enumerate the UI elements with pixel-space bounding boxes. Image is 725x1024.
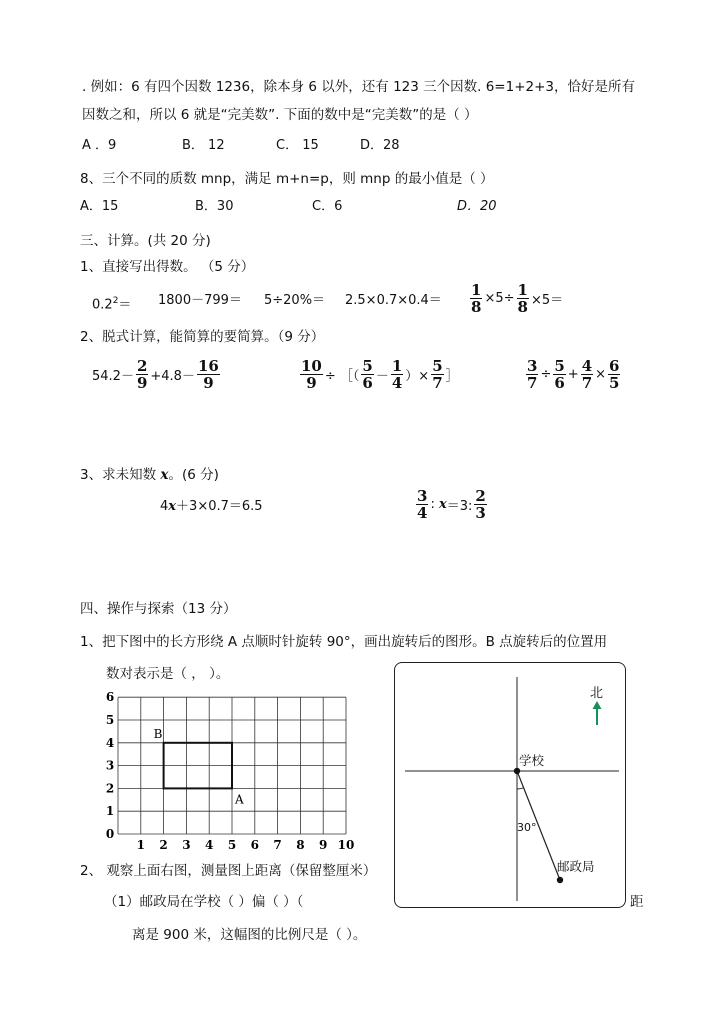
x-tick-label: 4	[205, 838, 214, 852]
section4-q2-sub2: 离是 900 米，这幅图的比例尺是（ ）。	[132, 927, 367, 943]
section4-q2-sub1-tail: 距	[630, 894, 644, 910]
section4-q1-line2: 数对表示是（ ， ）。	[106, 666, 230, 682]
y-tick-label: 1	[105, 804, 115, 819]
map-svg	[395, 663, 625, 907]
equation-2: $\frac{3}{4}$ : x ＝3: $\frac{2}{3}$	[417, 487, 486, 522]
q7-option-a: A ．9	[82, 138, 117, 153]
calc-1: 54.2－ $\frac{2}{9}$ +4.8－ $\frac{16}{9}$	[92, 357, 219, 392]
grid-svg	[100, 688, 362, 852]
section3-sub3: 3、求未知数 x。(6 分)	[80, 467, 219, 483]
post-office-dot	[557, 877, 563, 883]
section3-title: 三、计算。(共 20 分)	[80, 233, 211, 249]
calc-2: $\frac{10}{9}$ ÷ ［（ $\frac{5}{6}$ － $\frac{1}{4}$ ）× $\frac{5}{7}$ ］	[301, 357, 459, 392]
q8-option-a: A．15	[80, 199, 119, 214]
fraction: $\frac{1}{8}$	[471, 281, 482, 316]
school-dot	[514, 768, 520, 774]
oral-c: 5÷20%＝	[264, 293, 326, 308]
section4-q1-line1: 1、把下图中的长方形绕 A 点顺时针旋转 90°，画出旋转后的图形。B 点旋转后的位置用	[80, 634, 608, 650]
oral-b: 1800－799＝	[158, 293, 242, 308]
coordinate-grid	[100, 688, 362, 856]
y-tick-label: 3	[105, 758, 115, 773]
x-tick-label: 1	[136, 838, 145, 852]
angle-label: 30°	[517, 821, 537, 834]
q7-option-c: C． 15	[276, 138, 319, 153]
q7-option-d: D．28	[360, 138, 400, 153]
x-tick-label: 3	[182, 838, 191, 852]
point-a-label: A	[235, 792, 244, 807]
section4-q2-sub1: （1）邮政局在学校（ ）偏（ ）（	[104, 894, 304, 910]
section4-q2-line1: 2、 观察上面右图，测量图上距离（保留整厘米）	[80, 863, 377, 879]
q7-line2: 因数之和，所以 6 就是“完美数”. 下面的数中是“完美数”的是（ ）	[82, 107, 478, 123]
y-tick-label: 6	[105, 690, 115, 705]
x-tick-label: 10	[337, 838, 355, 852]
x-tick-label: 2	[159, 838, 168, 852]
q7-line1: . 例如：6 有四个因数 1236，除本身 6 以外，还有 123 三个因数. 6=1+2+3，恰好是所有	[82, 79, 636, 95]
north-label: 北	[590, 686, 604, 701]
x-tick-label: 9	[319, 838, 328, 852]
x-tick-label: 8	[296, 838, 305, 852]
angle-arc	[517, 788, 524, 789]
calc-3: $\frac{3}{7}$ ÷ $\frac{5}{6}$ + $\frac{4}{7}$ × $\frac{6}{5}$	[527, 357, 620, 392]
oral-e: $\frac{1}{8}$ ×5÷ $\frac{1}{8}$ ×5＝	[471, 281, 564, 316]
oral-a: $0.2^2=$	[92, 296, 132, 313]
q8-option-c: C．6	[312, 199, 343, 214]
q7-option-b: B． 12	[182, 138, 225, 153]
section4-title: 四、操作与探索（13 分）	[80, 601, 237, 617]
map-figure	[394, 662, 626, 908]
section3-sub2: 2、脱式计算，能简算的要简算。（9 分）	[80, 329, 325, 345]
fraction: $\frac{1}{8}$	[517, 281, 528, 316]
x-tick-label: 5	[227, 838, 237, 852]
equation-1: 4x＋3×0.7＝6.5	[160, 499, 263, 514]
y-tick-label: 5	[105, 713, 115, 727]
x-tick-label: 6	[250, 838, 259, 852]
y-tick-label: 0	[105, 827, 115, 841]
y-tick-label: 2	[105, 781, 115, 796]
q8-option-b: B．30	[195, 199, 234, 214]
post-office-label: 邮政局	[557, 859, 595, 874]
q8-line1: 8、三个不同的质数 mnp，满足 m+n=p，则 mnp 的最小值是（ ）	[80, 171, 494, 187]
north-arrowhead-icon	[593, 701, 602, 709]
section3-sub1: 1、直接写出得数。 （5 分）	[80, 259, 255, 275]
q8-option-d: D．20	[457, 199, 497, 214]
y-tick-label: 4	[105, 735, 115, 750]
x-tick-label: 7	[273, 838, 282, 852]
point-b-label: B	[153, 726, 163, 741]
oral-d: 2.5×0.7×0.4＝	[345, 293, 442, 308]
school-label: 学校	[519, 753, 545, 768]
